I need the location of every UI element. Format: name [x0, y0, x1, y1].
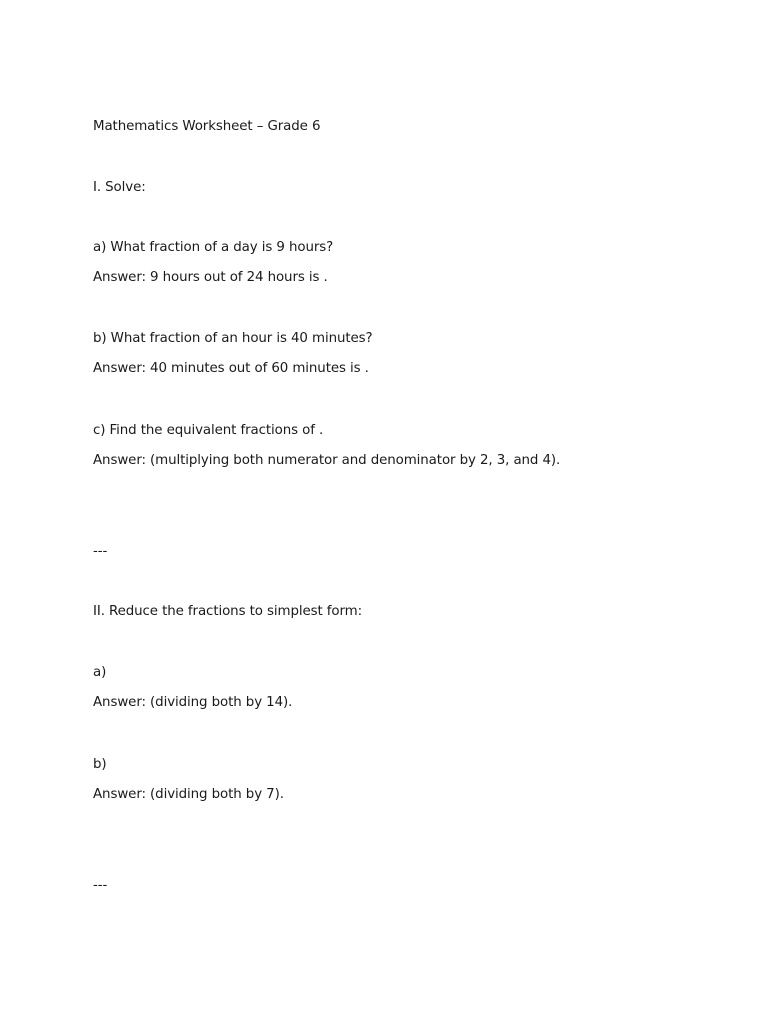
- answer-a: Answer: 9 hours out of 24 hours is .: [93, 270, 328, 285]
- reduce-question-a: a): [93, 665, 107, 680]
- reduce-answer-b: Answer: (dividing both by 7).: [93, 787, 284, 802]
- section-2-heading: II. Reduce the fractions to simplest form:: [93, 604, 363, 619]
- worksheet-title: Mathematics Worksheet – Grade 6: [93, 119, 321, 134]
- divider-1: ---: [93, 544, 108, 559]
- answer-c: Answer: (multiplying both numerator and denominator by 2, 3, and 4).: [93, 453, 561, 468]
- reduce-answer-a: Answer: (dividing both by 14).: [93, 695, 293, 710]
- reduce-question-b: b): [93, 757, 107, 772]
- question-b: b) What fraction of an hour is 40 minutes?: [93, 331, 373, 346]
- section-1-heading: I. Solve:: [93, 180, 146, 195]
- question-a: a) What fraction of a day is 9 hours?: [93, 240, 334, 255]
- question-c: c) Find the equivalent fractions of .: [93, 423, 324, 438]
- divider-2: ---: [93, 878, 108, 893]
- answer-b: Answer: 40 minutes out of 60 minutes is .: [93, 361, 369, 376]
